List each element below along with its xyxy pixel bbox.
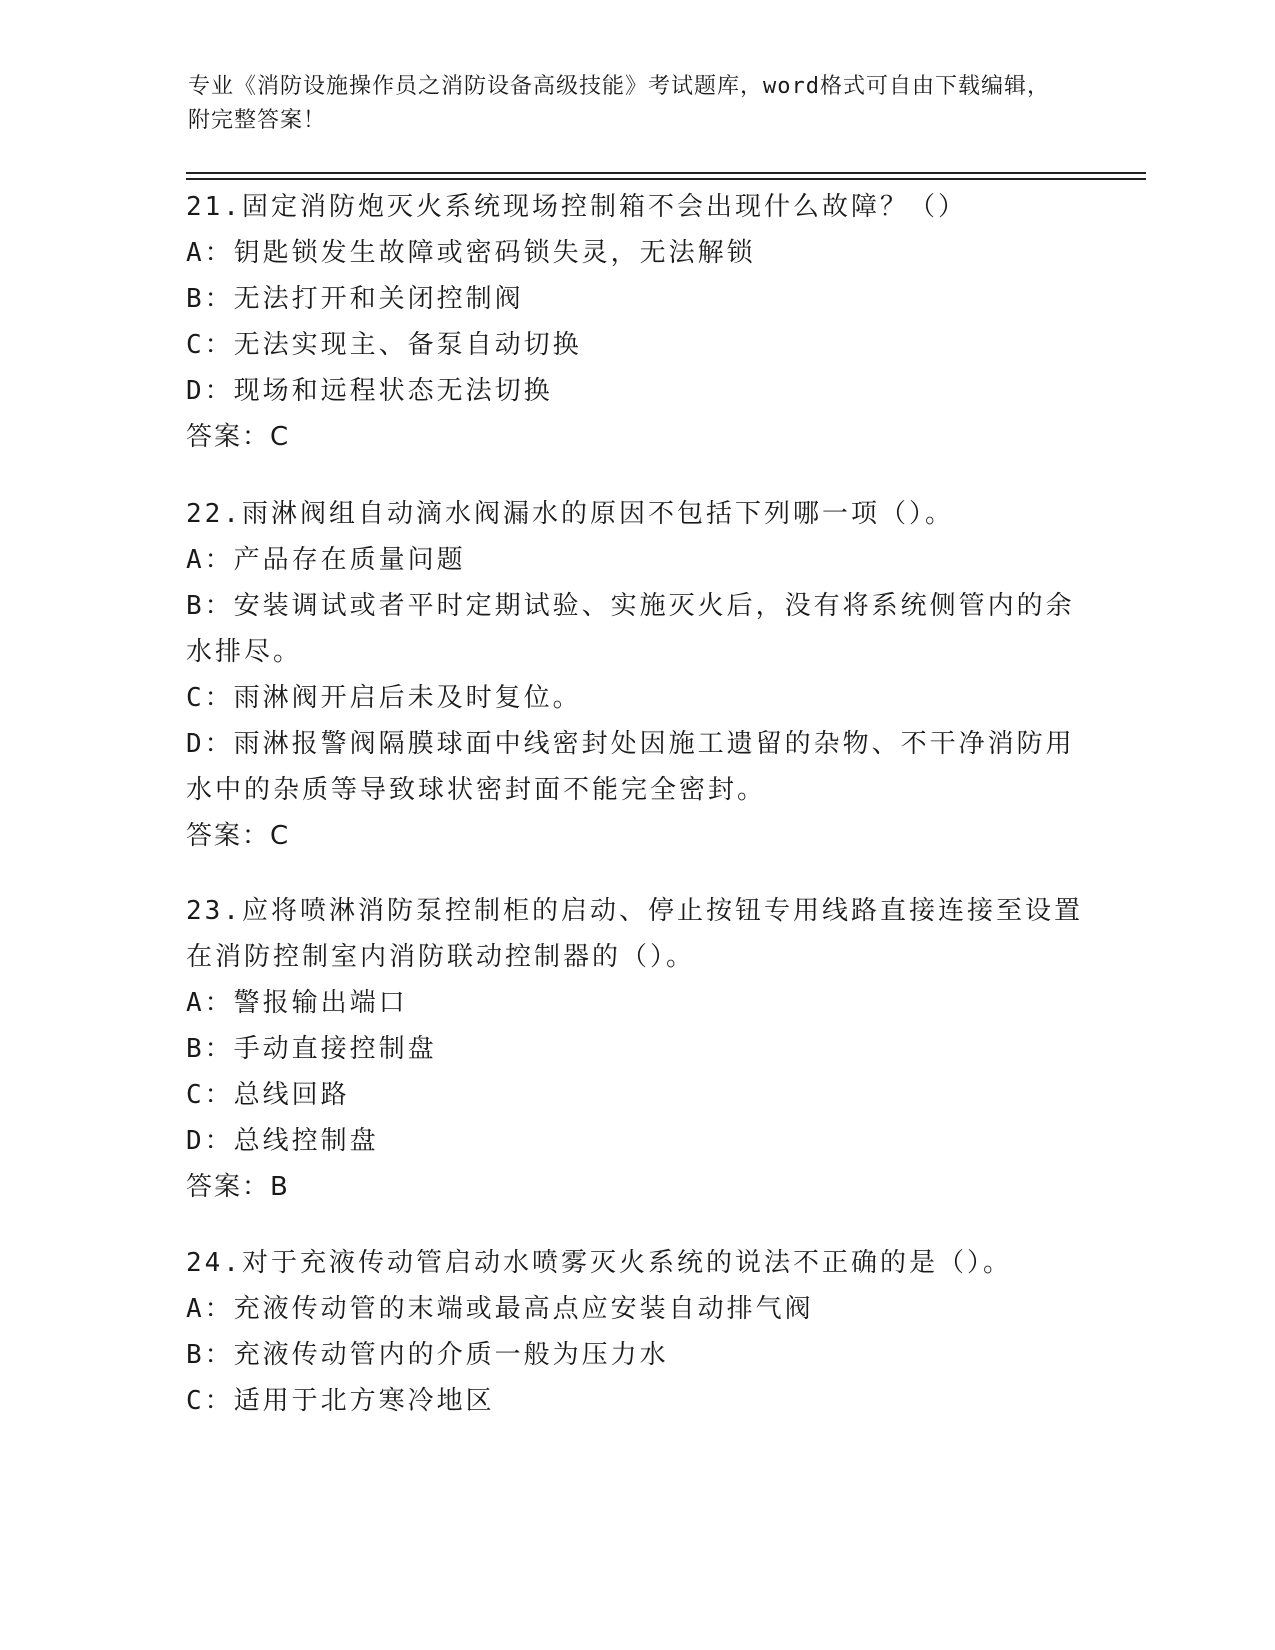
header-rule-bottom (186, 178, 1146, 180)
option-a: A：钥匙锁发生故障或密码锁失灵，无法解锁 (186, 238, 756, 268)
option-c: C：适用于北方寒冷地区 (186, 1386, 495, 1416)
option-c: C：雨淋阀开启后未及时复位。 (186, 683, 582, 713)
question-stem: 21.固定消防炮灭火系统现场控制箱不会出现什么故障？（） (186, 192, 967, 222)
option-b: B：无法打开和关闭控制阀 (186, 284, 524, 314)
answer: 答案：C (186, 422, 291, 452)
option-a: A：充液传动管的末端或最高点应安装自动排气阀 (186, 1294, 814, 1324)
answer: 答案：B (186, 1172, 290, 1202)
answer: 答案：C (186, 821, 291, 851)
question-21 (186, 184, 1086, 460)
question-23 (186, 888, 1086, 1210)
question-stem: 22.雨淋阀组自动滴水阀漏水的原因不包括下列哪一项（）。 (186, 499, 954, 529)
option-d: D：总线控制盘 (186, 1126, 379, 1156)
option-c: C：总线回路 (186, 1080, 350, 1110)
option-d: D：雨淋报警阀隔膜球面中线密封处因施工遗留的杂物、不干净消防用水中的杂质等导致球状密封面不能完全密封。 (186, 729, 1075, 805)
option-b: B：安装调试或者平时定期试验、实施灭火后，没有将系统侧管内的余水排尽。 (186, 591, 1075, 667)
question-stem: 23.应将喷淋消防泵控制柜的启动、停止按钮专用线路直接连接至设置在消防控制室内消防联动控制器的（）。 (186, 896, 1083, 972)
option-d: D：现场和远程状态无法切换 (186, 376, 553, 406)
question-stem: 24.对于充液传动管启动水喷雾灭火系统的说法不正确的是（）。 (186, 1248, 1012, 1278)
option-a: A：警报输出端口 (186, 988, 408, 1018)
option-a: A：产品存在质量问题 (186, 545, 466, 575)
option-b: B：充液传动管内的介质一般为压力水 (186, 1340, 669, 1370)
header-rule-top (186, 172, 1146, 174)
question-22 (186, 491, 1086, 859)
question-24 (186, 1240, 1086, 1424)
document-intro: 专业《消防设施操作员之消防设备高级技能》考试题库，word格式可自由下载编辑，附完整答案！ (188, 74, 1050, 133)
option-c: C：无法实现主、备泵自动切换 (186, 330, 582, 360)
option-b: B：手动直接控制盘 (186, 1034, 437, 1064)
